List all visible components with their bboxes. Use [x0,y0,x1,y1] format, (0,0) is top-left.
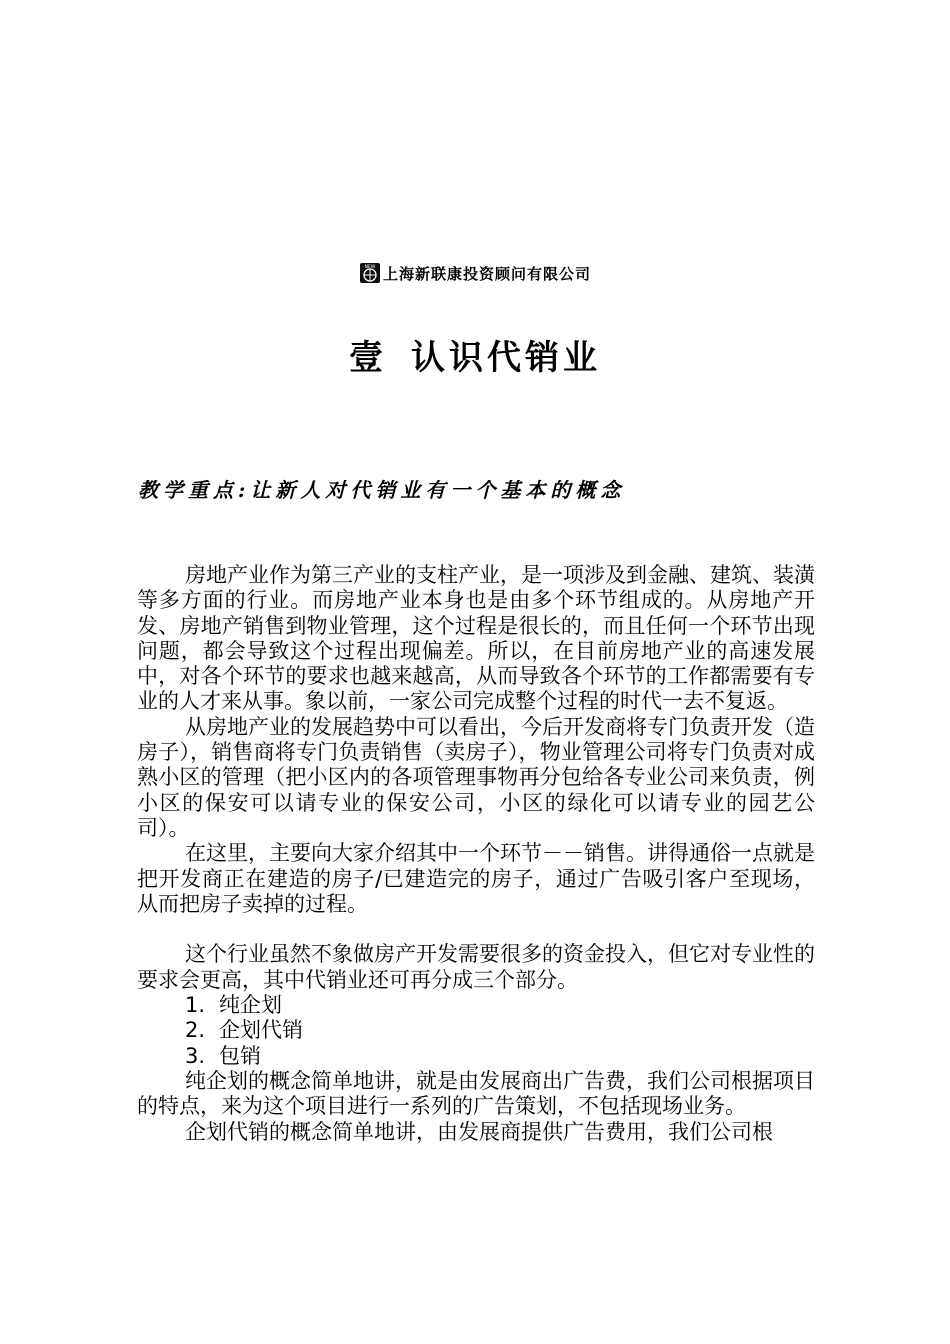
company-header-inner [359,262,591,284]
company-name: 上海新联康投资顾问有限公司 [382,264,591,283]
list-number: 3. [185,1043,206,1068]
chapter-title [0,330,950,379]
chapter-number: 壹 [349,338,387,378]
list-text: 纯企划 [219,993,282,1018]
list-item [137,1018,815,1043]
paragraph-1: 房地产业作为第三产业的支柱产业，是一项涉及到金融、建筑、装潢等多方面的行业。而房地产业本身也是由多个环节组成的。从房地产开发、房地产销售到物业管理，这个过程是很长的，而且任何一个环节出现问题，都会导致这个过程出现偏差。所以，在目前房地产业的高速发展中，对各个环节的要求也越来越高，从而导致各个环节的工作都需要有专业的人才来从事。象以前，一家公司完成整个过程的时代一去不复返。 [137,563,815,714]
body-text [137,563,815,1145]
list-text: 包销 [219,1043,261,1068]
list-number: 1. [185,993,206,1018]
teaching-focus-label: 教学重点: [138,478,251,502]
paragraph-4: 这个行业虽然不象做房产开发需要很多的资金投入，但它对专业性的要求会更高，其中代销业还可再分成三个部分。 [137,942,815,992]
paragraph-3: 在这里，主要向大家介绍其中一个环节－－销售。讲得通俗一点就是把开发商正在建造的房子/已建造完的房子，通过广告吸引客户至现场，从而把房子卖掉的过程。 [137,841,815,916]
blank-line [137,917,815,942]
chapter-title-text: 认识代销业 [411,338,601,378]
list-text: 企划代销 [219,1018,303,1043]
list-item [137,1044,815,1069]
company-header [0,262,950,288]
list-number: 2. [185,1018,206,1043]
new-logo-icon [359,262,381,284]
teaching-focus [138,474,625,503]
teaching-focus-text: 让新人对代销业有一个基本的概念 [250,478,626,502]
list-item [137,993,815,1018]
paragraph-5: 纯企划的概念简单地讲，就是由发展商出广告费，我们公司根据项目的特点，来为这个项目进行一系列的广告策划，不包括现场业务。 [137,1068,815,1119]
paragraph-2: 从房地产业的发展趋势中可以看出，今后开发商将专门负责开发（造房子），销售商将专门负责销售（卖房子），物业管理公司将专门负责对成熟小区的管理（把小区内的各项管理事物再分包给各专业公司来负责，例小区的保安可以请专业的保安公司，小区的绿化可以请专业的园艺公司）。 [137,714,815,840]
logo-text: NEW [364,265,376,270]
paragraph-6: 企划代销的概念简单地讲，由发展商提供广告费用，我们公司根 [185,1119,773,1144]
